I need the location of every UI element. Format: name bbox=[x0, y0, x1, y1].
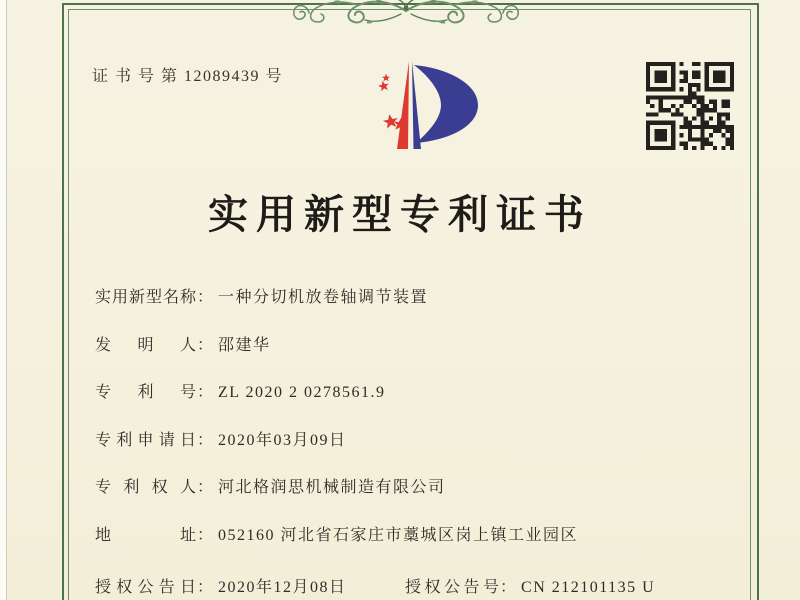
field-colon: ： bbox=[197, 527, 214, 544]
field-value: 邵建华 bbox=[218, 337, 271, 354]
field-colon: ： bbox=[197, 432, 214, 449]
field-colon: ： bbox=[197, 289, 214, 306]
field-value: CN 212101135 U bbox=[521, 579, 656, 596]
field-value: 河北格润思机械制造有限公司 bbox=[218, 479, 446, 496]
field-value: 一种分切机放卷轴调节装置 bbox=[218, 289, 429, 306]
field-row-grant bbox=[95, 574, 656, 596]
field-label: 发明人 bbox=[95, 337, 196, 354]
field-colon: ： bbox=[197, 337, 214, 354]
floral-scroll-ornament-icon bbox=[281, 0, 531, 30]
field-value: 052160 河北省石家庄市藁城区岗上镇工业园区 bbox=[218, 527, 579, 544]
field-value: 2020年12月08日 bbox=[218, 579, 347, 596]
field-row-patent-number bbox=[95, 379, 385, 401]
field-row-address bbox=[95, 522, 578, 544]
certificate-title: 实用新型专利证书 bbox=[208, 192, 592, 237]
grant-number-group bbox=[405, 574, 655, 597]
field-row-inventor bbox=[95, 332, 271, 354]
field-colon: ： bbox=[197, 579, 214, 596]
qr-code bbox=[646, 62, 734, 150]
field-label: 专利申请日 bbox=[95, 432, 196, 449]
field-label: 地址 bbox=[95, 527, 196, 544]
field-value: ZL 2020 2 0278561.9 bbox=[218, 384, 386, 401]
field-label: 授权公告号 bbox=[405, 579, 499, 596]
scan-edge bbox=[0, 0, 7, 600]
field-colon: ： bbox=[197, 479, 214, 496]
field-colon: ： bbox=[500, 579, 517, 596]
field-row-filing-date bbox=[95, 427, 347, 449]
field-colon: ： bbox=[197, 384, 214, 401]
field-label: 授权公告日 bbox=[95, 579, 196, 596]
grant-date-group bbox=[95, 579, 347, 596]
field-label: 专利权人 bbox=[95, 479, 196, 496]
field-label: 专利号 bbox=[95, 384, 196, 401]
field-row-invention-name bbox=[95, 284, 428, 306]
field-value: 2020年03月09日 bbox=[218, 432, 347, 449]
field-label: 实用新型名称 bbox=[95, 289, 196, 306]
certificate-number: 证 书 号 第 12089439 号 bbox=[92, 68, 284, 85]
field-row-patentee bbox=[95, 474, 446, 496]
cnipa-logo-icon bbox=[350, 56, 482, 156]
